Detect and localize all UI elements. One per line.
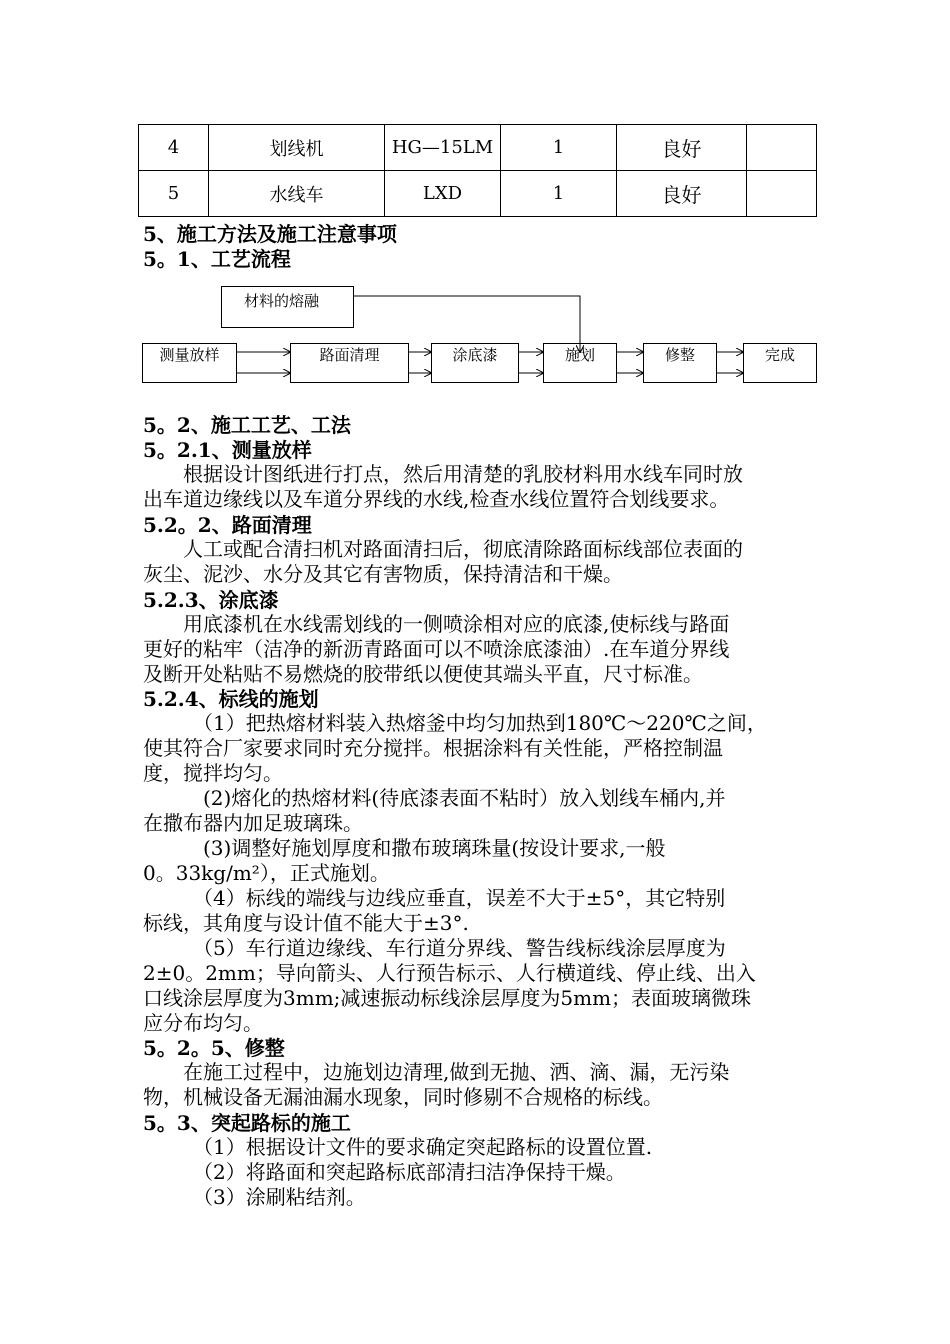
- section-heading: 5。2。5、修整: [143, 1036, 285, 1060]
- table-cell: 1: [501, 125, 617, 171]
- flow-box-survey: 测量放样: [142, 343, 237, 383]
- flow-box-complete: 完成: [743, 343, 817, 383]
- process-flow-connectors: [0, 0, 950, 400]
- flow-box-material-melting: 材料的熔融: [221, 286, 354, 328]
- flow-box-marking: 施划: [543, 343, 617, 383]
- paragraph: 在施工过程中，边施划边清理,做到无抛、洒、滴、漏，无污染 物，机械设备无漏油漏水现象，同时修剔不合规格的标线。: [143, 1060, 730, 1109]
- section-heading: 5。2.1、测量放样: [143, 438, 312, 462]
- paragraph: 用底漆机在水线需划线的一侧喷涂相对应的底漆,使标线与路面 更好的粘牢（洁净的新沥青路面可以不喷涂底漆油）.在车道分界线 及断开处粘贴不易燃烧的胶带纸以便使其端头平直，尺寸标准。: [143, 612, 730, 686]
- table-cell: 水线车: [209, 171, 385, 217]
- paragraph: （1）把热熔材料装入热熔釜中均匀加热到180℃～220℃之间， 使其符合厂家要求同时充分搅拌。根据涂料有关性能，严格控制温 度，搅拌均匀。 (2)熔化的热熔材料(待底漆表面不粘时）放入划线车桶内,并 在撒布器内加足玻璃珠。 (3)调整好施划厚度和撒布玻璃珠量(按设计要求,一般 0。33kg/m²），正式施划。 （4）标线的端线与边线应垂直，误差不大于±5°，其它特别 标线，其角度与设计值不能大于±3°. （5）车行道边缘线、车行道分界线、警告线标线涂层厚度为 2±0。2mm；导向箭头、人行预告标示、人行横道线、停止线、出入 口线涂层厚度为3mm;减速振动标线涂层厚度为5mm；表面玻璃微珠 应分布均匀。: [143, 711, 767, 1035]
- flow-box-road-cleaning: 路面清理: [290, 343, 409, 383]
- table-cell: 划线机: [209, 125, 385, 171]
- section-heading: 5、施工方法及施工注意事项: [143, 222, 397, 246]
- section-heading: 5。2、施工工艺、工法: [143, 413, 351, 437]
- flow-box-trimming: 修整: [643, 343, 717, 383]
- table-cell: 良好: [617, 125, 747, 171]
- flow-box-primer: 涂底漆: [431, 343, 519, 383]
- paragraph: 人工或配合清扫机对路面清扫后，彻底清除路面标线部位表面的 灰尘、泥沙、水分及其它有害物质，保持清洁和干燥。: [143, 537, 743, 586]
- table-cell: 良好: [617, 171, 747, 217]
- section-heading: 5.2.3、涂底漆: [143, 588, 279, 612]
- section-heading: 5.2。2、路面清理: [143, 513, 312, 537]
- paragraph: 根据设计图纸进行打点，然后用清楚的乳胶材料用水线车同时放 出车道边缘线以及车道分界线的水线,检查水线位置符合划线要求。: [143, 462, 743, 511]
- table-cell: LXD: [385, 171, 501, 217]
- table-cell: 1: [501, 171, 617, 217]
- paragraph: （1）根据设计文件的要求确定突起路标的设置位置. （2）将路面和突起路标底部清扫洁净保持干燥。 （3）涂刷粘结剂。: [143, 1135, 653, 1209]
- section-heading: 5.2.4、标线的施划: [143, 687, 319, 711]
- table-cell: 4: [139, 125, 209, 171]
- section-heading: 5。1、工艺流程: [143, 247, 291, 271]
- section-heading: 5。3、突起路标的施工: [143, 1111, 351, 1135]
- table-cell: HG—15LM: [385, 125, 501, 171]
- table-cell: 5: [139, 171, 209, 217]
